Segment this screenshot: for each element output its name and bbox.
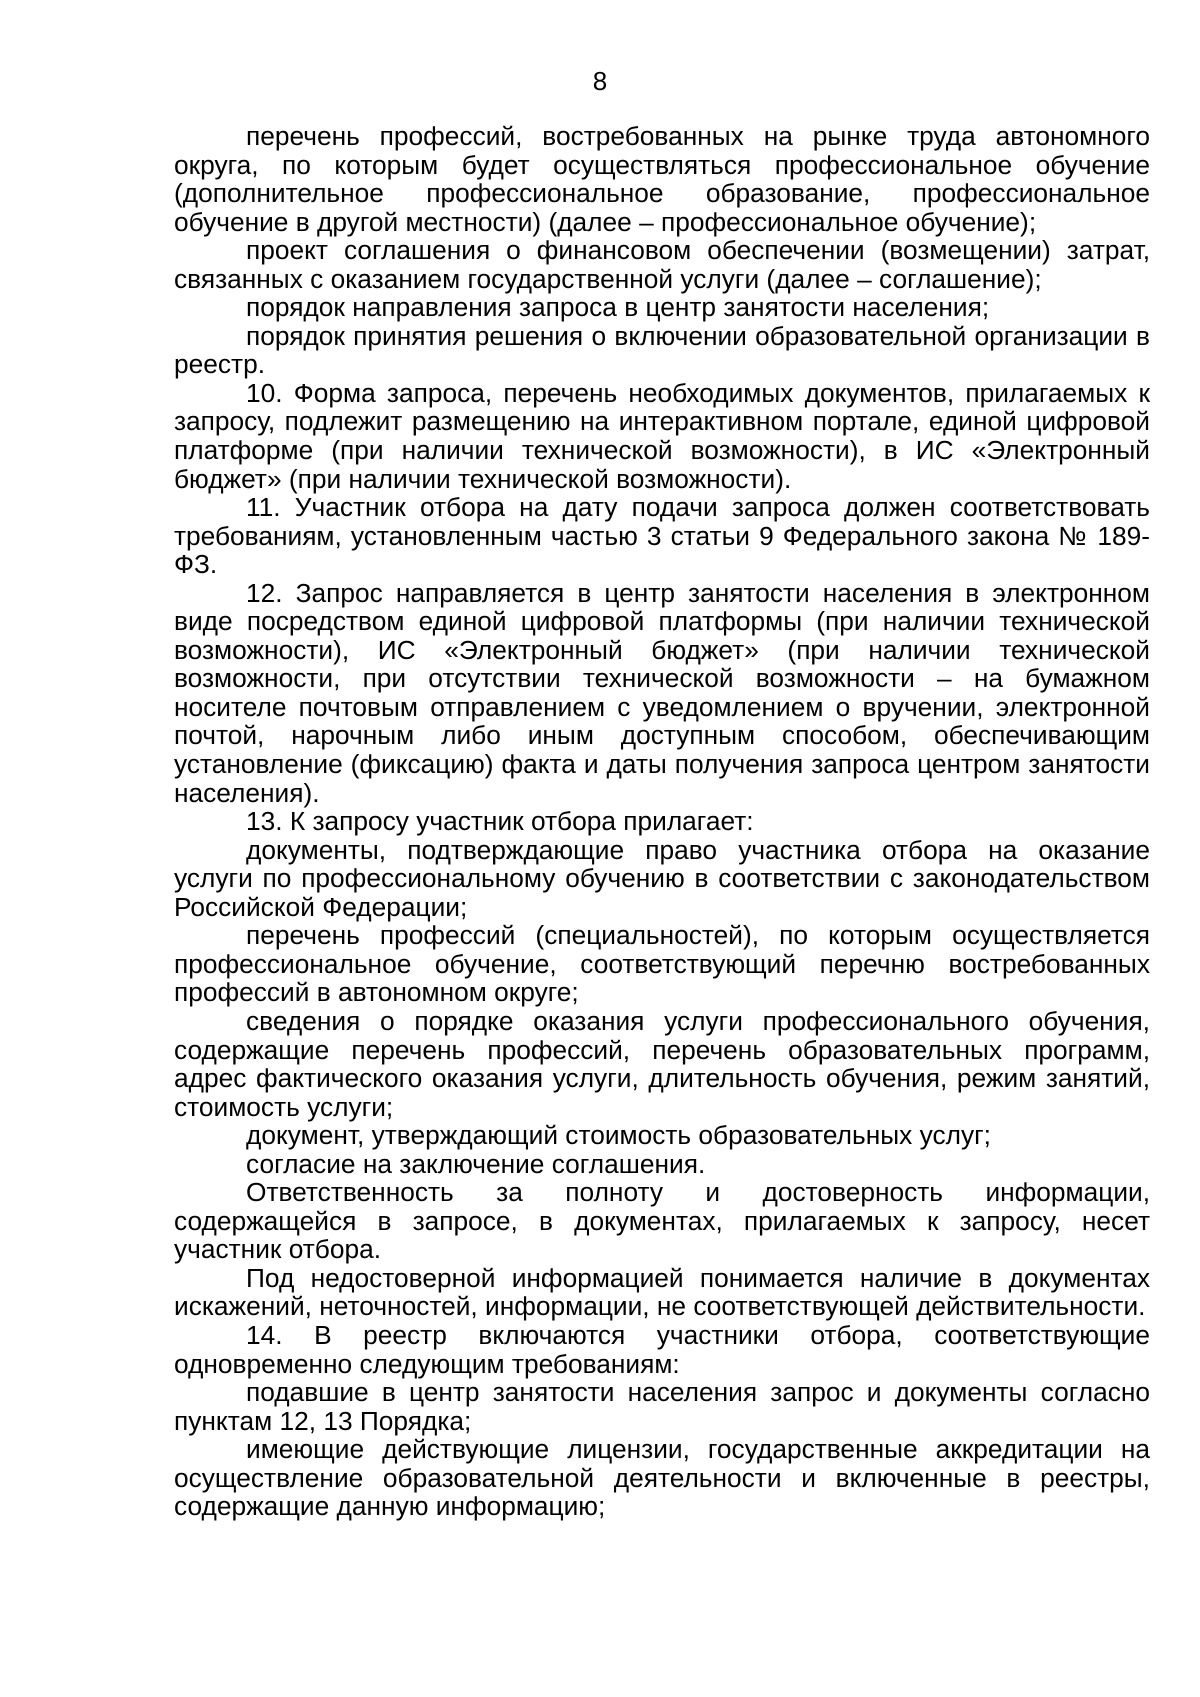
paragraph-professions-specialties: перечень профессий (специальностей), по которым осуществляется профессиональное обучение, соответствующий перечню востребованных профессий в автономном округе; [174, 920, 1150, 1008]
paragraph-professions-list: перечень профессий, востребованных на рынке труда автономного округа, по которым будет осуществляться профессиональное обучение (дополнительное профессиональное образование, профессиональное обучение в другой местности) (далее – профессиональное обучение); [174, 121, 1150, 237]
paragraph-licenses: имеющие действующие лицензии, государственные аккредитации на осуществление образовательной деятельности и включенные в реестры, содержащие данную информацию; [174, 1434, 1150, 1522]
paragraph-cost-document: документ, утверждающий стоимость образовательных услуг; [246, 1120, 991, 1151]
paragraph-consent: согласие на заключение соглашения. [246, 1148, 706, 1179]
page-number: 8 [592, 66, 608, 96]
paragraph-item-13: 13. К запросу участник отбора прилагает: [246, 806, 754, 837]
paragraph-documents-right: документы, подтверждающие право участника отбора на оказание услуги по профессиональному обучению в соответствии с законодательством Российской Федерации; [174, 834, 1150, 922]
paragraph-false-information: Под недостоверной информацией понимается наличие в документах искажений, неточностей, информации, не соответствующей действительности. [174, 1262, 1150, 1322]
paragraph-item-12: 12. Запрос направляется в центр занятости населения в электронном виде посредством единой цифровой платформы (при наличии технической возможности), ИС «Электронный бюджет» (при наличии технической возможности, при отсутствии технической возможности – на бумажном носителе почтовым отправлением с уведомлением о вручении, электронной почтой, нарочным либо иным доступным способом, обеспечивающим установление (фиксацию) факта и даты получения запроса центром занятости населения). [174, 577, 1150, 808]
paragraph-service-details: сведения о порядке оказания услуги профессионального обучения, содержащие перечень профессий, перечень образовательных программ, адрес фактического оказания услуги, длительность обучения, режим занятий, стоимость услуги; [174, 1005, 1150, 1122]
paragraph-item-10: 10. Форма запроса, перечень необходимых документов, прилагаемых к запросу, подлежит размещению на интерактивном портале, единой цифровой платформе (при наличии технической возможности), в ИС «Электронный бюджет» (при наличии технической возможности). [174, 377, 1150, 494]
document-body [174, 122, 1150, 1521]
paragraph-decision-procedure: порядок принятия решения о включении образовательной организации в реестр. [174, 320, 1150, 380]
paragraph-item-11: 11. Участник отбора на дату подачи запроса должен соответствовать требованиям, установленным частью 3 статьи 9 Федерального закона № 189-ФЗ. [174, 492, 1150, 580]
paragraph-request-procedure: порядок направления запроса в центр занятости населения; [246, 292, 990, 323]
paragraph-item-14: 14. В реестр включаются участники отбора, соответствующие одновременно следующим требованиям: [174, 1319, 1150, 1379]
paragraph-agreement-draft: проект соглашения о финансовом обеспечении (возмещении) затрат, связанных с оказанием государственной услуги (далее – соглашение); [174, 235, 1150, 294]
paragraph-submitted-request: подавшие в центр занятости населения запрос и документы согласно пунктам 12, 13 Порядка; [174, 1377, 1150, 1436]
paragraph-responsibility: Ответственность за полноту и достоверность информации, содержащейся в запросе, в документах, прилагаемых к запросу, несет участник отбора. [174, 1177, 1150, 1265]
